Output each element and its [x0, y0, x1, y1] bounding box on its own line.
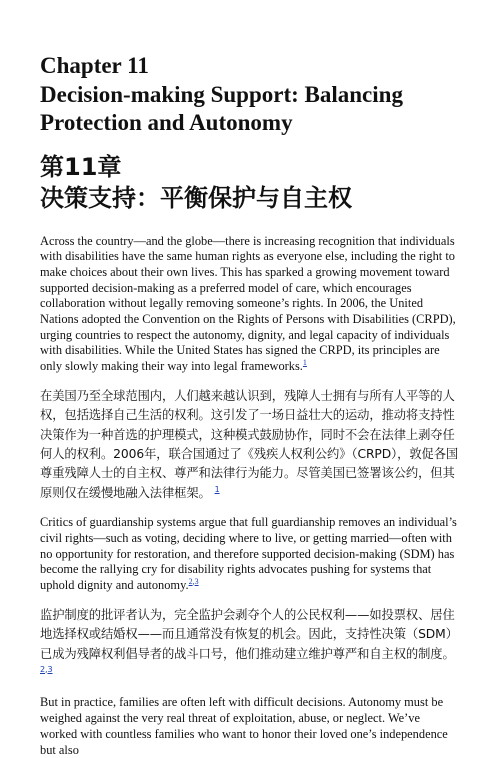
chapter-title-zh: [40, 152, 460, 214]
footnote-link-1[interactable]: 1: [302, 358, 307, 367]
paragraph-1-text: Across the country—and the globe—there is increasing recognition that individuals with disabilities have the same human rights as everyone else, including the right to make choices about their own lives. This has sparked a growing movement toward supported decision-making as a preferred model of care, which encourages collaboration without legally removing someone’s rights. In 2006, the United Nations adopted the Convention on the Rights of Persons with Disabilities (CRPD), urging countries to respect the autonomy, dignity, and legal capacity of individuals with disabilities. While the United States has signed the CRPD, its principles are only slowly making their way into legal frameworks.: [40, 233, 456, 374]
paragraph-3-text: Critics of guardianship systems argue that full guardianship removes an individual’s civil rights—such as voting, deciding where to live, or getting married—often with no opportunity for restoration, and therefore supported decision-making (SDM) has become the rallying cry for disability rights advocates pushing for systems that uphold dignity and autonomy.: [40, 515, 457, 593]
paragraph-2-zh: [40, 387, 460, 503]
footnote-link-2[interactable]: 2: [188, 576, 193, 586]
paragraph-4-zh: 监护制度的批评者认为，完全监护会剥夺个人的公民权利——如投票权、居住地选择权或结婚权——而且通常没有恢复的机会。因此，支持性决策（SDM）已成为残障权利倡导者的战斗口号，他们推动建立维护尊严和自主权的制度。 $^{2,3}$: [40, 607, 458, 674]
footnote-link-2-zh[interactable]: 2: [40, 664, 45, 674]
paragraph-5-en: [40, 695, 460, 758]
footnote-link-1-zh[interactable]: 1: [214, 484, 220, 494]
chapter-title-en-line3: Protection and Autonomy: [40, 110, 293, 135]
chapter-title-en-line1: Chapter 11: [40, 53, 149, 78]
chapter-title-zh-line2: 决策支持：平衡保护与自主权: [40, 183, 352, 212]
footnote-link-3-zh[interactable]: 3: [47, 664, 53, 674]
chapter-title-en: [40, 52, 460, 138]
paragraph-1-en: [40, 234, 460, 375]
paragraph-5-text: But in practice, families are often left with difficult decisions. Autonomy must be weighed against the very real threat of exploitation, abuse, or neglect. We’ve worked with countless families who want to honor their loved one’s independence but also: [40, 695, 448, 757]
paragraph-4-text: 监护制度的批评者认为，完全监护会剥夺个人的公民权利——如投票权、居住地选择权或结婚权——而且通常没有恢复的机会。因此，支持性决策（SDM）已成为残障权利倡导者的战斗口号，他们推动建立维护尊严和自主权的制度。: [40, 607, 458, 661]
chapter-title-en-line2: Decision-making Support: Balancing: [40, 81, 403, 107]
chapter-title-zh-line1: 第11章: [40, 152, 122, 181]
footnote-link-3[interactable]: 3: [194, 576, 199, 586]
paragraph-2-text: 在美国乃至全球范围内，人们越来越认识到，残障人士拥有与所有人平等的人权，包括选择自己生活的权利。这引发了一场日益壮大的运动，推动将支持性决策作为一种首选的护理模式，这种模式鼓励协作，同时不会在法律上剥夺任何人的权利。2006年，联合国通过了《残疾人权利公约》（CRPD），敦促各国尊重残障人士的自主权、尊严和法律行为能力。尽管美国已签署该公约，但其原则仅在缓慢地融入法律框架。: [40, 388, 459, 500]
paragraph-3-en: Critics of guardianship systems argue that full guardianship removes an individual’s civil rights—such as voting, deciding where to live, or getting married—often with no opportunity for restoration, and therefore supported decision-making (SDM) has become the rallying cry for disability rights advocates pushing for systems that uphold dignity and autonomy.$^{2,3}$: [40, 515, 457, 593]
